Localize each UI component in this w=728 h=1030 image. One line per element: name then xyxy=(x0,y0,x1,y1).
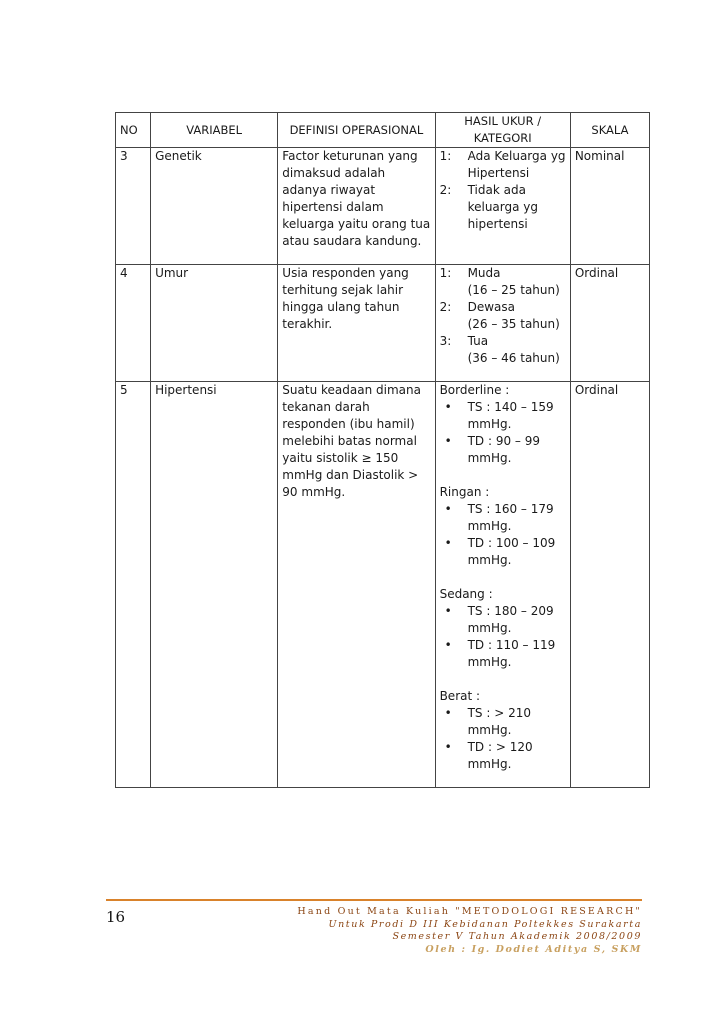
cell-no: 4 xyxy=(116,265,151,382)
list-item: • TD : 90 – 99 mmHg. xyxy=(440,433,566,467)
footer-line-3: Semester V Tahun Akademik 2008/2009 xyxy=(392,931,642,942)
list-item: • TS : 140 – 159 mmHg. xyxy=(440,399,566,433)
page-number: 16 xyxy=(106,908,126,926)
header-hasil xyxy=(435,113,570,148)
cell-skala: Ordinal xyxy=(570,265,649,382)
header-hasil-line2: KATEGORI xyxy=(473,131,532,145)
category-group xyxy=(440,586,566,671)
category-list xyxy=(440,603,566,671)
cell-definisi xyxy=(278,265,435,382)
category-title: Berat : xyxy=(439,689,481,703)
list-item xyxy=(440,265,566,299)
list-item: • TD : 110 – 119 mmHg. xyxy=(440,637,566,671)
list-item xyxy=(440,333,566,367)
header-hasil-line1: HASIL UKUR / xyxy=(464,114,542,128)
cell-variabel: Umur xyxy=(151,265,278,382)
header-definisi: DEFINISI OPERASIONAL xyxy=(278,113,435,148)
category-list xyxy=(440,705,566,773)
table-row xyxy=(116,382,650,788)
cell-hasil xyxy=(435,148,570,265)
cell-hasil xyxy=(435,382,570,788)
item-subtext: (26 – 35 tahun) xyxy=(467,317,560,331)
cell-no: 3 xyxy=(116,148,151,265)
cell-skala: Ordinal xyxy=(570,382,649,788)
list-item: • TD : 100 – 109 mmHg. xyxy=(440,535,566,569)
item-subtext: (16 – 25 tahun) xyxy=(467,283,560,297)
table-header-row xyxy=(116,113,650,148)
cell-variabel: Hipertensi xyxy=(151,382,278,788)
list-item xyxy=(440,299,566,333)
category-title: Ringan : xyxy=(439,485,490,499)
item-subtext: (36 – 46 tahun) xyxy=(467,351,560,365)
item-number: 1: xyxy=(439,266,452,280)
header-skala: SKALA xyxy=(570,113,649,148)
item-number: 3: xyxy=(439,334,452,348)
category-title: Sedang : xyxy=(439,587,493,601)
definisi-text: Suatu keadaan dimana tekanan darah responden (ibu hamil) melebihi batas normal yaitu sistolik ≥ 150 mmHg dan Diastolik > 90 mmHg. xyxy=(282,383,421,499)
footer-line-1: Hand Out Mata Kuliah "METODOLOGI RESEARCH" xyxy=(297,906,642,917)
item-text: Muda xyxy=(467,266,501,280)
variable-definition-table xyxy=(115,112,650,788)
definisi-text: Usia responden yang terhitung sejak lahir hingga ulang tahun terakhir. xyxy=(282,266,409,331)
item-number: 1: xyxy=(439,149,452,163)
item-text: Tidak ada keluarga yg hipertensi xyxy=(467,183,539,231)
list-item xyxy=(440,182,566,233)
header-variabel: VARIABEL xyxy=(151,113,278,148)
item-text: Dewasa xyxy=(467,300,515,314)
category-group xyxy=(440,484,566,569)
list-item: • TS : 180 – 209 mmHg. xyxy=(440,603,566,637)
footer-rule xyxy=(106,899,642,901)
hasil-list xyxy=(440,265,566,367)
item-text: Tua xyxy=(467,334,489,348)
item-text: Ada Keluarga yg Hipertensi xyxy=(467,149,566,180)
item-number: 2: xyxy=(439,300,452,314)
category-title: Borderline : xyxy=(439,383,510,397)
header-no: NO xyxy=(116,113,151,148)
cell-skala: Nominal xyxy=(570,148,649,265)
cell-no: 5 xyxy=(116,382,151,788)
cell-definisi xyxy=(278,148,435,265)
cell-variabel: Genetik xyxy=(151,148,278,265)
definisi-text: Factor keturunan yang dimaksud adalah adanya riwayat hipertensi dalam keluarga yaitu orang tua atau saudara kandung. xyxy=(282,149,431,248)
table-row xyxy=(116,148,650,265)
category-group xyxy=(440,382,566,467)
footer-line-2: Untuk Prodi D III Kebidanan Poltekkes Surakarta xyxy=(328,918,642,930)
item-number: 2: xyxy=(439,183,452,197)
cell-hasil xyxy=(435,265,570,382)
category-group xyxy=(440,688,566,773)
table-row xyxy=(116,265,650,382)
category-list xyxy=(440,501,566,569)
footer-text xyxy=(297,906,642,956)
list-item: • TS : > 210 mmHg. xyxy=(440,705,566,739)
cell-definisi xyxy=(278,382,435,788)
list-item: • TS : 160 – 179 mmHg. xyxy=(440,501,566,535)
list-item xyxy=(440,148,566,182)
list-item: • TD : > 120 mmHg. xyxy=(440,739,566,773)
hasil-list xyxy=(440,148,566,233)
footer-line-4: Oleh : Ig. Dodiet Aditya S, SKM xyxy=(425,943,642,955)
category-list xyxy=(440,399,566,467)
